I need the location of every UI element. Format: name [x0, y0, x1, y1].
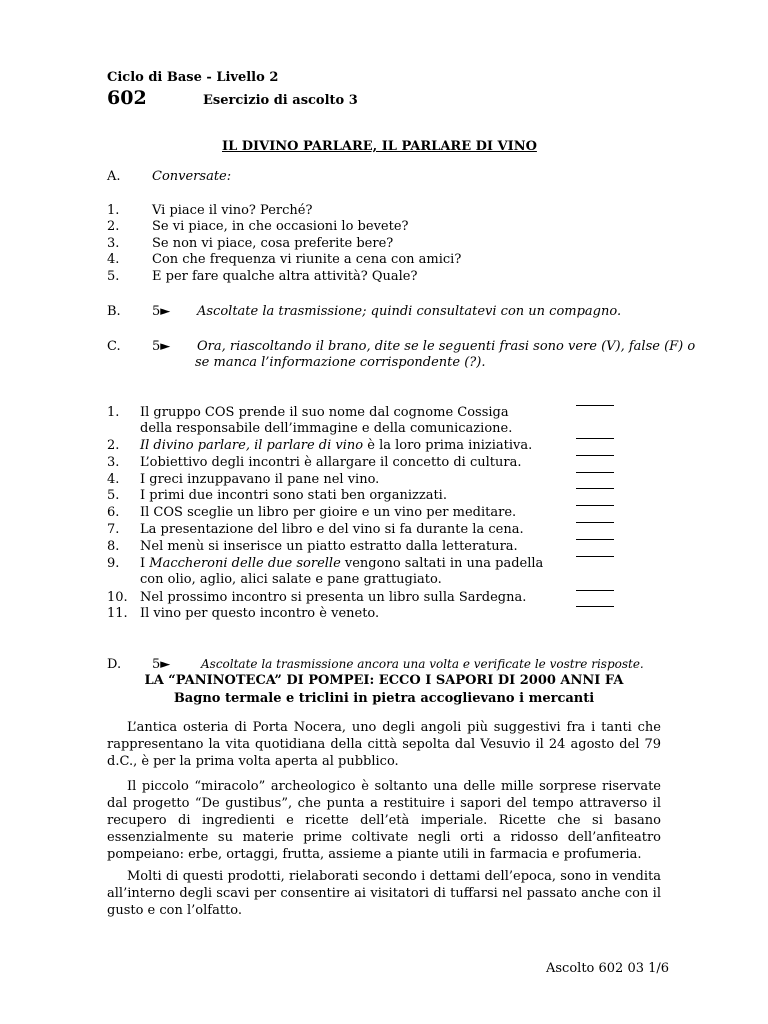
answer-blank[interactable] — [576, 472, 614, 473]
audio-track-marker: 5► — [152, 657, 171, 672]
answer-blank[interactable] — [576, 590, 614, 591]
statement-text: L’obiettivo degli incontri è allargare il concetto di cultura. — [140, 455, 522, 470]
section-b-instruction: Ascoltate la trasmissione; quindi consultatevi con un compagno. — [197, 304, 622, 319]
answer-blank[interactable] — [576, 522, 614, 523]
question-number: 4. — [107, 252, 120, 267]
audio-track-marker: 5► — [152, 339, 171, 354]
answer-blank[interactable] — [576, 405, 614, 406]
question-text: Se vi piace, in che occasioni lo bevete? — [152, 219, 409, 234]
question-text: Se non vi piace, cosa preferite bere? — [152, 236, 394, 251]
question-number: 1. — [107, 203, 120, 218]
statement-number: 1. — [107, 405, 120, 420]
statement-text: della responsabile dell’immagine e della comunicazione. — [140, 421, 513, 436]
article-paragraph: Molti di questi prodotti, rielaborati secondo i dettami dell’epoca, sono in vendita all’interno degli scavi per consentire ai visitatori di tuffarsi nel passato anche con il gusto e con l’olfatto. — [107, 869, 661, 918]
statement-text: Nel menù si inserisce un piatto estratto dalla letteratura. — [140, 539, 518, 554]
statement-text-rest: è la loro prima iniziativa. — [363, 438, 533, 453]
section-a-instruction: Conversate: — [152, 169, 232, 184]
article-paragraph: L’antica osteria di Porta Nocera, uno degli angoli più suggestivi fra i tanti che rappresentano la vita quotidiana della città sepolta dal Vesuvio il 24 agosto del 79 d.C., è per la prima volta aperta al pubblico. — [107, 720, 661, 769]
section-b-letter: B. — [107, 304, 121, 319]
statement-text: Il gruppo COS prende il suo nome dal cognome Cossiga — [140, 405, 509, 420]
section-c-instruction: Ora, riascoltando il brano, dite se le seguenti frasi sono vere (V), false (F) o — [197, 339, 696, 354]
statement-number: 8. — [107, 539, 120, 554]
statement-text-rest: vengono saltati in una padella — [340, 556, 544, 571]
question-number: 3. — [107, 236, 120, 251]
answer-blank[interactable] — [576, 455, 614, 456]
answer-blank[interactable] — [576, 606, 614, 607]
statement-text: con olio, aglio, alici salate e pane grattugiato. — [140, 572, 442, 587]
statement-text: Il vino per questo incontro è veneto. — [140, 606, 380, 621]
section-c-letter: C. — [107, 339, 121, 354]
statement-number: 3. — [107, 455, 120, 470]
question-text: Con che frequenza vi riunite a cena con amici? — [152, 252, 462, 267]
article-subheadline: Bagno termale e triclini in pietra accoglievano i mercanti — [173, 691, 595, 706]
statement-text: La presentazione del libro e del vino si fa durante la cena. — [140, 522, 524, 537]
section-c-instruction-cont: se manca l’informazione corrispondente (?). — [195, 355, 486, 370]
statement-text — [140, 556, 543, 571]
question-number: 2. — [107, 219, 120, 234]
answer-blank[interactable] — [576, 556, 614, 557]
book-title: Il divino parlare, il parlare di vino — [140, 438, 364, 453]
statement-number: 9. — [107, 556, 120, 571]
statement-text: I primi due incontri sono stati ben organizzati. — [140, 488, 447, 503]
statement-number: 4. — [107, 472, 120, 487]
statement-number: 6. — [107, 505, 120, 520]
statement-number: 11. — [107, 606, 128, 621]
statement-number: 5. — [107, 488, 120, 503]
article-paragraph: Il piccolo “miracolo” archeologico è soltanto una delle mille sorprese riservate dal progetto “De gustibus”, che punta a restituire i sapori del tempo attraverso il recupero di ingredienti e ricette dell’età imperiale. Ricette che si basano essenzialmente su materie prime coltivate negli orti a ridosso dell’anfiteatro pompeiano: erbe, ortaggi, frutta, assieme a piante utili in farmacia e profumeria. — [107, 779, 661, 862]
statement-number: 7. — [107, 522, 120, 537]
answer-blank[interactable] — [576, 505, 614, 506]
statement-number: 2. — [107, 438, 120, 453]
section-d-instruction: Ascoltate la trasmissione ancora una volta e verificate le vostre risposte. — [201, 657, 644, 671]
course-level: Ciclo di Base - Livello 2 — [107, 70, 279, 85]
question-number: 5. — [107, 269, 120, 284]
course-code: 602 — [107, 87, 147, 109]
page-footer: Ascolto 602 03 1/6 — [546, 961, 670, 976]
statement-text: Il COS sceglie un libro per gioire e un vino per meditare. — [140, 505, 517, 520]
exercise-title: Esercizio di ascolto 3 — [203, 93, 358, 108]
answer-blank[interactable] — [576, 488, 614, 489]
question-text: E per fare qualche altra attività? Quale? — [152, 269, 418, 284]
statement-number: 10. — [107, 590, 128, 605]
statement-text — [140, 438, 532, 453]
section-d-letter: D. — [107, 657, 122, 672]
section-a-letter: A. — [107, 169, 121, 184]
statement-text-pre: I — [140, 556, 150, 571]
question-text: Vi piace il vino? Perché? — [152, 203, 313, 218]
audio-track-marker: 5► — [152, 304, 171, 319]
statement-text: Nel prossimo incontro si presenta un libro sulla Sardegna. — [140, 590, 527, 605]
statement-text: I greci inzuppavano il pane nel vino. — [140, 472, 380, 487]
dish-name: Maccheroni delle due sorelle — [149, 556, 341, 571]
answer-blank[interactable] — [576, 539, 614, 540]
article-headline: LA “PANINOTECA” DI POMPEI: ECCO I SAPORI DI 2000 ANNI FA — [144, 673, 624, 688]
answer-blank[interactable] — [576, 438, 614, 439]
page-title: IL DIVINO PARLARE, IL PARLARE DI VINO — [222, 139, 537, 154]
